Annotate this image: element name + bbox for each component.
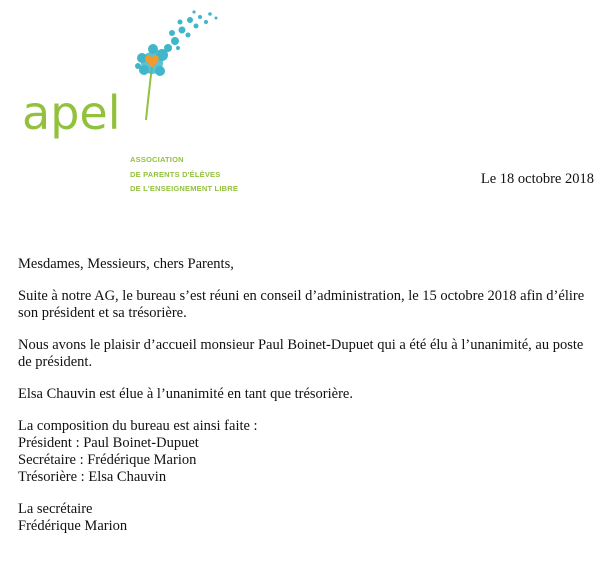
signature bbox=[18, 501, 588, 535]
composition-intro: La composition du bureau est ainsi faite : bbox=[18, 418, 258, 434]
paragraph: Nous avons le plaisir d’accueil monsieur Paul Boinet-Dupuet qui a été élu à l’unanimité, au poste de président. bbox=[18, 337, 584, 370]
association-line: DE L'ENSEIGNEMENT LIBRE bbox=[130, 184, 239, 193]
logo-wordmark: apel bbox=[22, 86, 121, 140]
letter-body bbox=[18, 256, 588, 550]
association-line: DE PARENTS D'ÉLÈVES bbox=[130, 169, 221, 179]
treasurer-line: Trésorière : Elsa Chauvin bbox=[18, 469, 167, 485]
apel-logo bbox=[20, 8, 260, 198]
board-composition bbox=[18, 418, 588, 486]
letter-date: Le 18 octobre 2018 bbox=[480, 171, 594, 187]
paragraph: Elsa Chauvin est élue à l’unanimité en tant que trésorière. bbox=[18, 386, 353, 402]
association-name bbox=[130, 153, 238, 197]
dandelion-icon bbox=[130, 8, 220, 123]
paragraph: Suite à notre AG, le bureau s’est réuni en conseil d’administration, le 15 octobre 2018 afin d’élire son président et sa trésorière. bbox=[18, 288, 585, 321]
greeting: Mesdames, Messieurs, chers Parents, bbox=[18, 256, 234, 272]
secretary-line: Secrétaire : Frédérique Marion bbox=[18, 452, 197, 468]
president-line: Président : Paul Boinet-Dupuet bbox=[18, 435, 199, 451]
signature-role: La secrétaire bbox=[18, 501, 93, 517]
association-line: ASSOCIATION bbox=[130, 155, 184, 164]
signature-name: Frédérique Marion bbox=[18, 518, 128, 534]
